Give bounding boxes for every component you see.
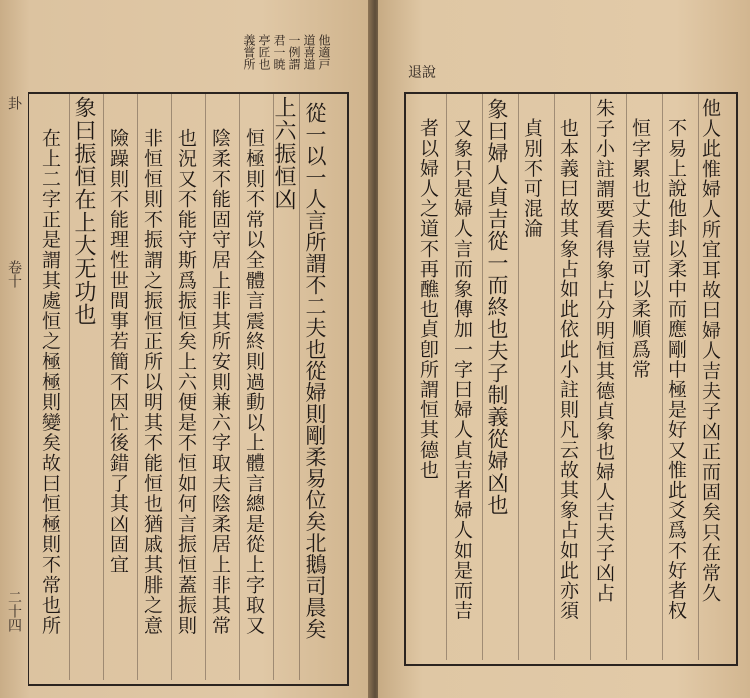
column-rule (590, 94, 591, 660)
text-column: 也本義曰故其象占如此依此小註則凡云故其象占如此亦須 (557, 118, 579, 621)
column-rule (239, 94, 240, 680)
header-note: 亭匠也 (257, 34, 271, 70)
header-note: 義嘗所 (242, 34, 256, 70)
text-column: 險躁則不能理性世間事若簡不因忙後錯了其凶固宜 (107, 128, 129, 575)
column-rule (482, 94, 483, 660)
text-column: 又象只是婦人言而象傳加一字曰婦人貞吉者婦人如是而吉 (451, 118, 473, 621)
column-rule (518, 94, 519, 660)
column-rule (299, 94, 300, 680)
header-note: 他適戸 (317, 34, 331, 70)
column-rule (626, 94, 627, 660)
column-rule (137, 94, 138, 680)
text-column: 非恒恒則不振謂之振恒正所以明其不能恒也猶戚其腓之意 (141, 128, 163, 636)
text-column: 在上二字正是謂其處恒之極極則變矣故曰恒極則不常也所 (39, 128, 61, 636)
right-page (378, 0, 750, 698)
text-column: 他人此惟婦人所宜耳故曰婦人吉夫子凶正而固矣只在常久 (699, 98, 721, 603)
column-rule (554, 94, 555, 660)
column-rule (205, 94, 206, 680)
text-column: 不易上說他卦以柔中而應剛中極是好又惟此爻爲不好者权 (665, 118, 687, 621)
text-column-xiang: 象曰婦人貞吉從一而終也夫子制義從婦凶也 (485, 98, 509, 516)
text-column: 陰柔不能固守居上非其所安則兼六字取夫陰柔居上非其常 (209, 128, 231, 636)
header-note: 一例謂 (287, 34, 301, 70)
column-rule (103, 94, 104, 680)
top-mark: 退說 (408, 65, 436, 81)
column-rule (171, 94, 172, 680)
text-column-heading: 上六振恒凶 (271, 96, 296, 211)
text-column: 貞別不可混淪 (521, 118, 543, 239)
text-column-xiang: 象曰振恒在上大无功也 (71, 96, 96, 326)
text-column: 恒字累也丈夫豈可以柔順爲常 (629, 118, 651, 380)
left-page (0, 0, 372, 698)
text-column: 朱子小註謂要看得象占分明恒其德貞象也婦人吉夫子凶占 (593, 98, 615, 603)
text-column: 也況又不能守斯爲振恒矣上六便是不恒如何言振恒蓋振則 (175, 128, 197, 636)
text-column: 恒極則不常以全體言震終則過動以上體言總是從上字取又 (243, 128, 265, 636)
text-column-main: 從一以一人言所謂不二夫也從婦則剛柔易位矣北鵝司晨矣 (303, 102, 327, 640)
margin-label-mid: 卷十 (6, 260, 22, 288)
column-rule (69, 94, 70, 680)
column-rule (446, 94, 447, 660)
column-rule (662, 94, 663, 660)
margin-label-top: 卦 (6, 96, 22, 110)
margin-label-bottom: 二十四 (6, 590, 22, 632)
text-column: 者以婦人之道不再醮也貞卽所謂恒其德也 (417, 118, 439, 480)
header-note: 君一暁 (272, 34, 286, 70)
header-note: 道喜道 (302, 34, 316, 70)
